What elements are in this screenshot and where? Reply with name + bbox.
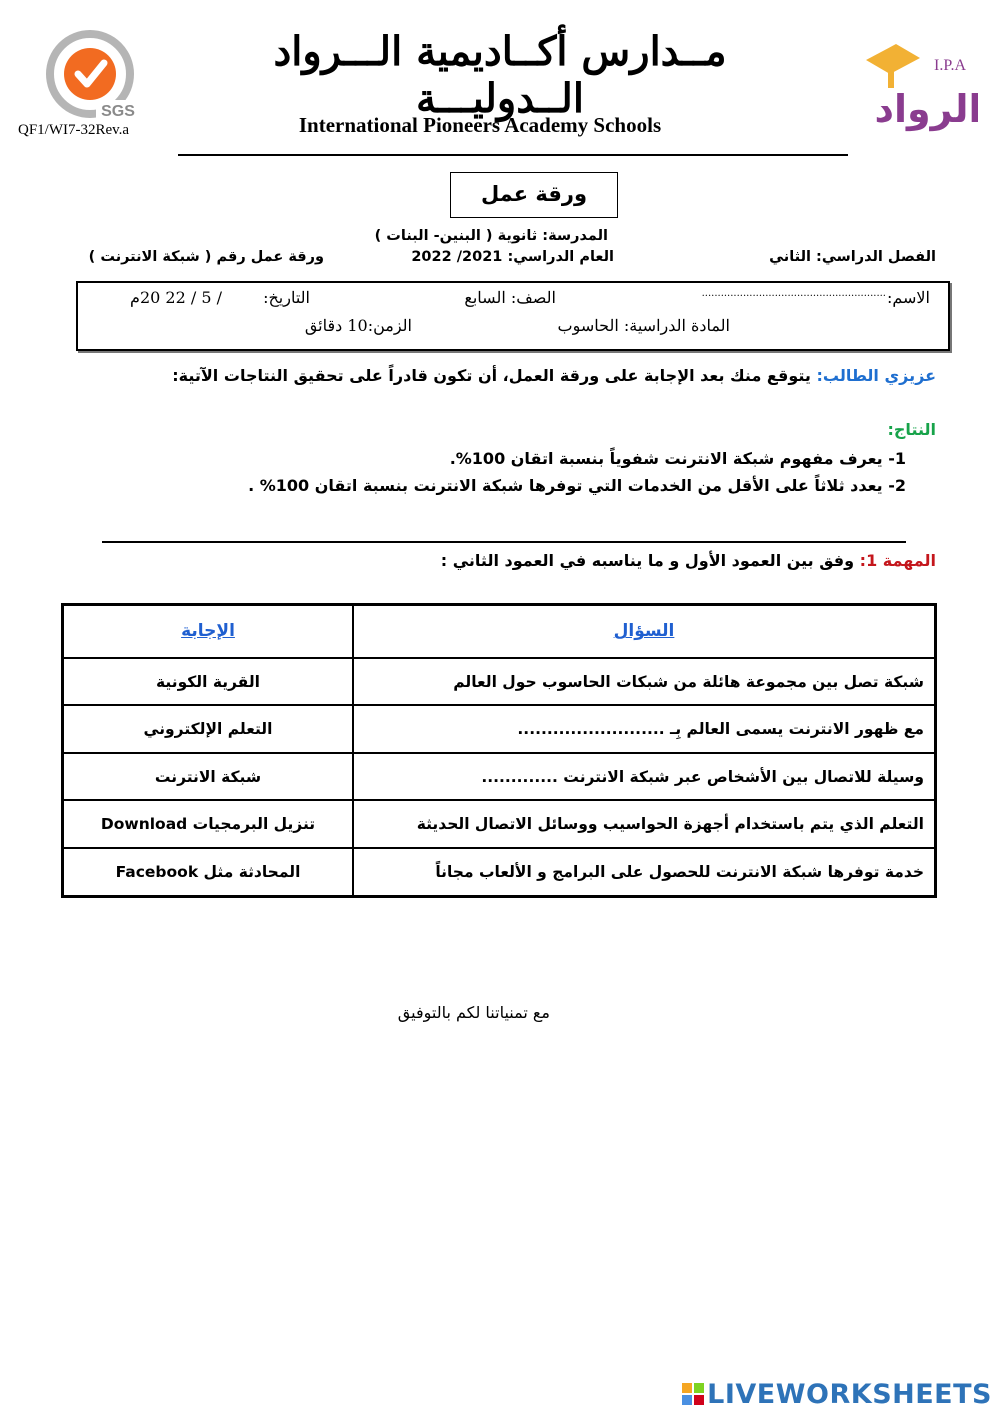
worksheet-title: ورقة عمل [450, 172, 618, 218]
closing-wish: مع تمنياتنا لكم بالتوفيق [397, 1003, 550, 1022]
answer-cell[interactable]: المحادثة مثل Facebook [63, 848, 354, 897]
task-line [441, 551, 936, 570]
header-divider [178, 154, 848, 156]
table-row [63, 848, 936, 897]
school-title-english: International Pioneers Academy Schools [298, 113, 662, 137]
table-row [63, 753, 936, 800]
sgs-certification-logo [38, 30, 142, 122]
intro-line [172, 366, 936, 385]
outcome-item: 2- يعدد ثلاثاً على الأقل من الخدمات التي توفرها شبكة الانترنت بنسبة اتقان 100% . [248, 476, 906, 495]
semester: الفصل الدراسي: الثاني [769, 249, 936, 265]
subject-label: المادة الدراسية: الحاسوب [557, 316, 730, 335]
school-title-arabic: مــدارس أكــاديمية الـــرواد الــدوليـــة [273, 28, 727, 122]
addressee: عزيزي الطالب: [816, 366, 936, 385]
answer-cell[interactable]: شبكة الانترنت [63, 753, 354, 800]
liveworksheets-logo-icon [682, 1383, 704, 1405]
question-cell: خدمة توفرها شبكة الانترنت للحصول على البرامج و الألعاب مجاناً [353, 848, 936, 897]
logo-word: الرواد [874, 87, 978, 131]
answer-cell[interactable]: التعلم الإلكتروني [63, 705, 354, 752]
outcome-item: 1- يعرف مفهوم شبكة الانترنت شفوياً بنسبة اتقان 100%. [449, 449, 906, 468]
name-field[interactable]: .......................................................... [701, 288, 886, 299]
sgs-text: SGS [101, 103, 135, 120]
question-cell: شبكة تصل بين مجموعة هائلة من شبكات الحاسوب حول العالم [353, 658, 936, 705]
academy-logo [858, 30, 978, 140]
table-row [63, 800, 936, 847]
task-instruction: وفق بين العمود الأول و ما يناسبه في العمود الثاني : [440, 551, 855, 570]
date-value: / 5 / 22 20م [130, 288, 222, 307]
task-label: المهمة 1: [859, 551, 936, 570]
outcomes-heading: النتاج: [887, 420, 936, 439]
certificate-code: QF1/WI7-32Rev.a [18, 122, 130, 138]
question-cell: وسيلة للاتصال بين الأشخاص عبر شبكة الانترنت ............. [353, 753, 936, 800]
liveworksheets-brand[interactable] [682, 1379, 992, 1410]
section-divider [102, 541, 906, 543]
table-row [63, 705, 936, 752]
duration-label: الزمن:10 دقائق [304, 316, 412, 335]
date-label: التاريخ: [263, 288, 310, 307]
table-header-row [63, 605, 936, 658]
question-cell: مع ظهور الانترنت يسمى العالم بِـ ......................... [353, 705, 936, 752]
matching-table [61, 603, 937, 898]
academic-year: العام الدراسي: 2021/ 2022 [411, 249, 614, 265]
question-cell: التعلم الذي يتم باستخدام أجهزة الحواسيب ووسائل الاتصال الحديثة [353, 800, 936, 847]
brand-text: LIVEWORKSHEETS [707, 1379, 992, 1410]
question-column-header: السؤال [353, 605, 936, 658]
worksheet-number: ورقة عمل رقم ( شبكة الانترنت ) [88, 249, 324, 265]
answer-cell[interactable]: تنزيل البرمجيات Download [63, 800, 354, 847]
answer-column-header: الإجابة [63, 605, 354, 658]
table-row [63, 658, 936, 705]
class-label: الصف: السابع [464, 288, 556, 307]
intro-text: يتوقع منك بعد الإجابة على ورقة العمل، أن تكون قادراً على تحقيق النتاجات الآتية: [172, 366, 811, 385]
answer-cell[interactable]: القرية الكونية [63, 658, 354, 705]
name-label: الاسم: [886, 288, 930, 307]
logo-letters: I.P.A [933, 57, 967, 74]
school-type: المدرسة: ثانوية ( البنين- البنات ) [374, 228, 608, 244]
